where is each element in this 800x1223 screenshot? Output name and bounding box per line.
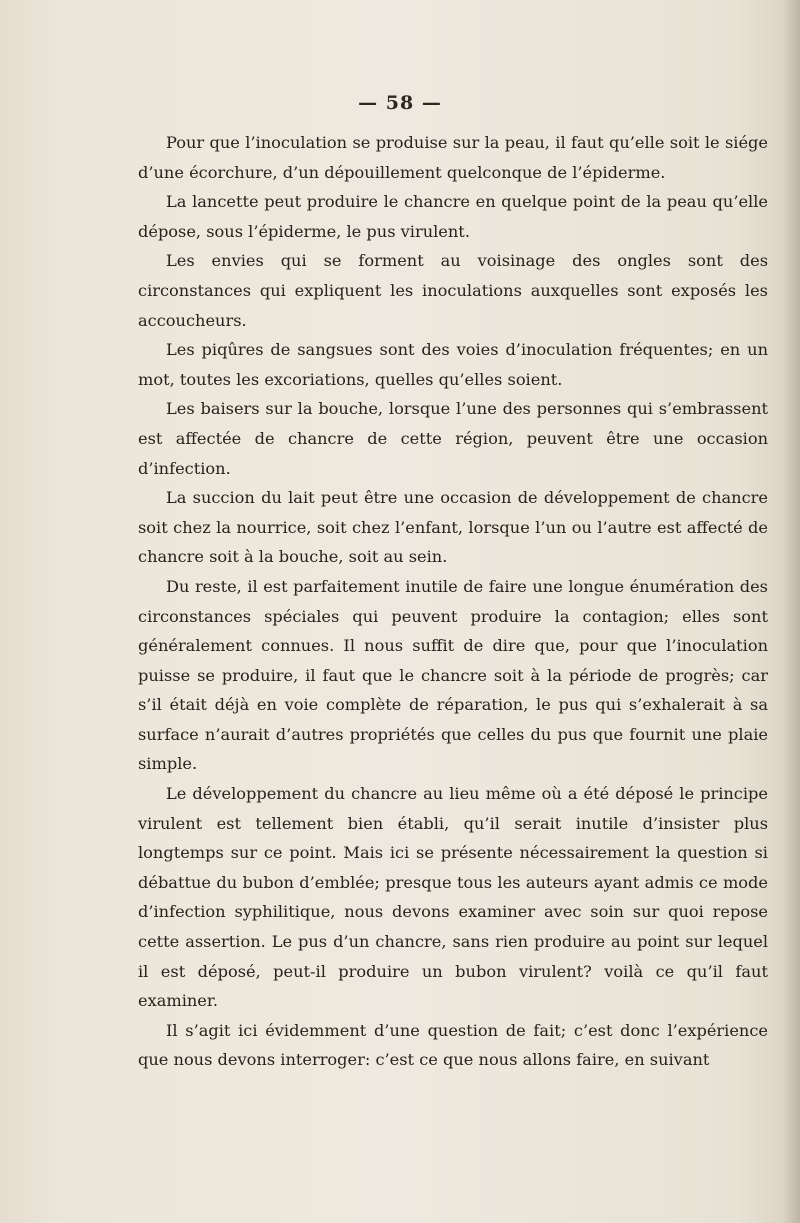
paragraph-1: Pour que l’inoculation se produise sur la peau, il faut qu’elle soit le siége d’une écorchure, d’un dépouillement quelconque de l’épiderme. <box>138 133 768 182</box>
body-text <box>138 128 768 1075</box>
paragraph-7: Du reste, il est parfaitement inutile de faire une longue énumération des circonstances spéciales qui peuvent produire la contagion; elles sont généralement connues. Il nous suffit de dire que, pour que l’inoculation puisse se produire, il faut que le chancre soit à la période de progrès; car s’il était déjà en voie complète de réparation, le pus qui s’exhalerait à sa surface n’aurait d’autres propriétés que celles du pus que fournit une plaie simple. <box>138 576 768 774</box>
page-edge-shadow <box>782 0 800 1223</box>
page-number: — 58 — <box>358 92 442 114</box>
paragraph-4: Les piqûres de sangsues sont des voies d’inoculation fréquentes; en un mot, toutes les excoriations, quelles qu’elles soient. <box>138 340 768 389</box>
paragraph-8: Le développement du chancre au lieu même où a été déposé le principe virulent est tellement bien établi, qu’il serait inutile d’insister plus longtemps sur ce point. Mais ici se présente nécessairement la question si débattue du bubon d’emblée; presque tous les auteurs ayant admis ce mode d’infection syphilitique, nous devons examiner avec soin sur quoi repose cette assertion. Le pus d’un chancre, sans rien produire au point sur lequel il est déposé, peut-il produire un bubon virulent? voilà ce qu’il faut examiner. <box>138 784 768 1011</box>
paragraph-9: Il s’agit ici évidemment d’une question de fait; c’est donc l’expérience que nous devons interroger: c’est ce que nous allons faire, en suivant <box>138 1020 768 1070</box>
paragraph-3: Les envies qui se forment au voisinage des ongles sont des circonstances qui expliquent les inoculations auxquelles sont exposés les accoucheurs. <box>138 251 768 330</box>
paragraph-5: Les baisers sur la bouche, lorsque l’une des personnes qui s’embrassent est affectée de chancre de cette région, peuvent être une occasion d’infection. <box>138 399 768 478</box>
paragraph-6: La succion du lait peut être une occasion de développement de chancre soit chez la nourrice, soit chez l’enfant, lorsque l’un ou l’autre est affecté de chancre soit à la bouche, soit au sein. <box>138 488 768 567</box>
paragraph-2: La lancette peut produire le chancre en quelque point de la peau qu’elle dépose, sous l’épiderme, le pus virulent. <box>138 192 768 241</box>
